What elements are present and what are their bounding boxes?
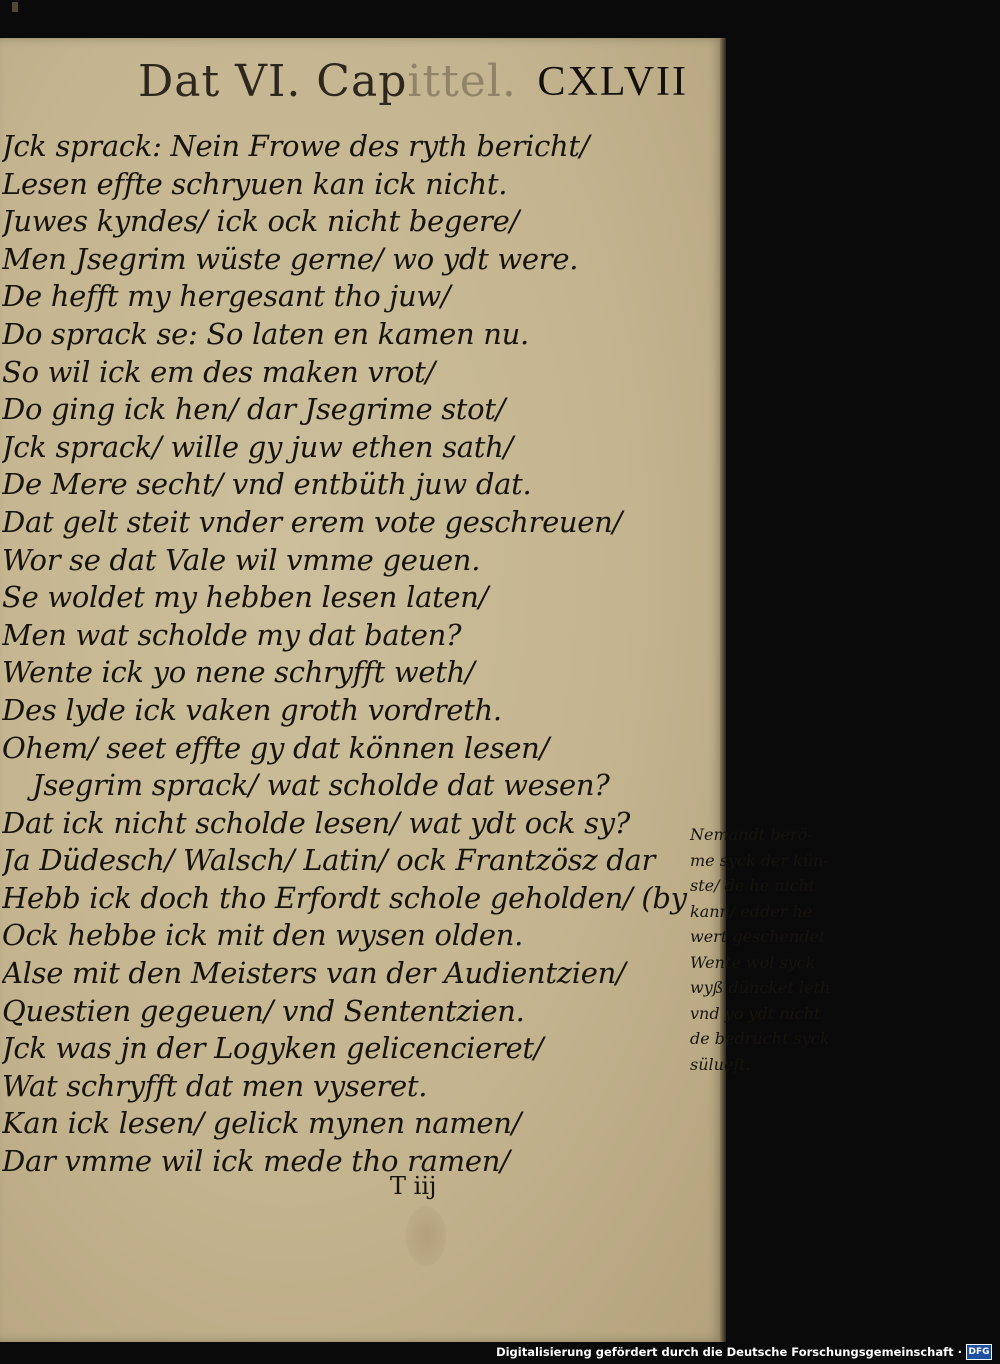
verse-line: Dat ick nicht scholde lesen/ wat ydt ock sy? — [2, 805, 631, 840]
folio-number: CXLVII — [537, 59, 688, 105]
scan-edge-mark — [12, 2, 18, 12]
verse-line: Dar vmme wil ick mede tho ramen/ — [2, 1144, 510, 1179]
dfg-footer — [496, 1342, 992, 1362]
marginal-note-line: sülueſt. — [690, 1054, 751, 1074]
marginal-note-line: kann/ edder he — [690, 901, 813, 921]
verse-line: Lesen effte schryuen kan ick nicht. — [2, 166, 508, 201]
running-head-faded-text: ittel. — [407, 56, 517, 107]
verse-line: Wat schryfft dat men vyseret. — [2, 1068, 428, 1103]
verse-line: Kan ick lesen/ gelick mynen namen/ — [2, 1106, 522, 1141]
marginal-note-line: de bedrücht syck — [690, 1029, 830, 1048]
verse-line: So wil ick em des maken vrot/ — [2, 354, 435, 389]
verse-line: Jsegrim sprack/ wat scholde dat wesen? — [32, 768, 610, 803]
marginal-note-line: wert geschendet — [690, 927, 826, 946]
running-head — [138, 56, 517, 107]
marginal-note-line: vnd yo ydt nicht — [690, 1003, 821, 1023]
verse-line: Ja Düdesch/ Walsch/ Latin/ ock Frantzösz dar — [2, 843, 656, 878]
verse-line: Do sprack se: So laten en kamen nu. — [2, 316, 529, 351]
page-edge — [720, 38, 726, 1342]
verse-line: Dat gelt steit vnder erem vote geschreuen/ — [2, 504, 623, 539]
verse-line: Do ging ick hen/ dar Jsegrime stot/ — [2, 392, 506, 427]
marginal-note — [690, 822, 860, 1077]
signature-mark: T iij — [390, 1172, 437, 1200]
marginal-note-line: ste/ de he nicht — [690, 876, 816, 895]
verse-text-block — [2, 128, 692, 1181]
verse-line: Jck sprack/ wille gy juw ethen sath/ — [2, 429, 513, 464]
verse-line: De hefft my hergesant tho juw/ — [2, 279, 451, 314]
page-header — [138, 48, 698, 118]
verse-line: Men wat scholde my dat baten? — [2, 617, 462, 652]
marginal-note-line: Nemandt berö- — [690, 825, 813, 844]
paper-stain — [406, 1206, 446, 1266]
running-head-text: Dat VI. Cap — [138, 56, 408, 107]
verse-line: Hebb ick doch tho Erfordt schole geholden/ (by — [2, 880, 687, 915]
dfg-logo-icon[interactable]: DFG — [966, 1344, 992, 1360]
marginal-note-line: wyß düncket leth — [690, 978, 831, 997]
verse-line: Alse mit den Meisters van der Audientzien/ — [2, 956, 626, 991]
marginal-note-line: me syck der kün- — [690, 850, 829, 870]
dfg-credit-text: Digitalisierung gefördert durch die Deutsche Forschungsgemeinschaft · — [496, 1345, 962, 1359]
verse-line: Wor se dat Vale wil vmme geuen. — [2, 542, 481, 577]
verse-line: Ohem/ seet effte gy dat können lesen/ — [2, 730, 550, 765]
marginal-note-line: Wente wol syck — [690, 952, 816, 972]
verse-line: Men Jsegrim wüste gerne/ wo ydt were. — [2, 241, 579, 276]
verse-line: Jck sprack: Nein Frowe des ryth bericht/ — [2, 129, 590, 163]
verse-line: Se woldet my hebben lesen laten/ — [2, 580, 489, 615]
verse-line: Juwes kyndes/ ick ock nicht begere/ — [2, 204, 519, 239]
verse-line: Wente ick yo nene schryfft weth/ — [2, 655, 475, 690]
verse-line: Questien gegeuen/ vnd Sententzien. — [2, 993, 525, 1028]
verse-line: Des lyde ick vaken groth vordreth. — [2, 692, 502, 727]
verse-line: Ock hebbe ick mit den wysen olden. — [2, 918, 524, 953]
verse-line: De Mere secht/ vnd entbüth juw dat. — [2, 467, 532, 502]
verse-line: Jck was jn der Logyken gelicencieret/ — [2, 1031, 544, 1066]
